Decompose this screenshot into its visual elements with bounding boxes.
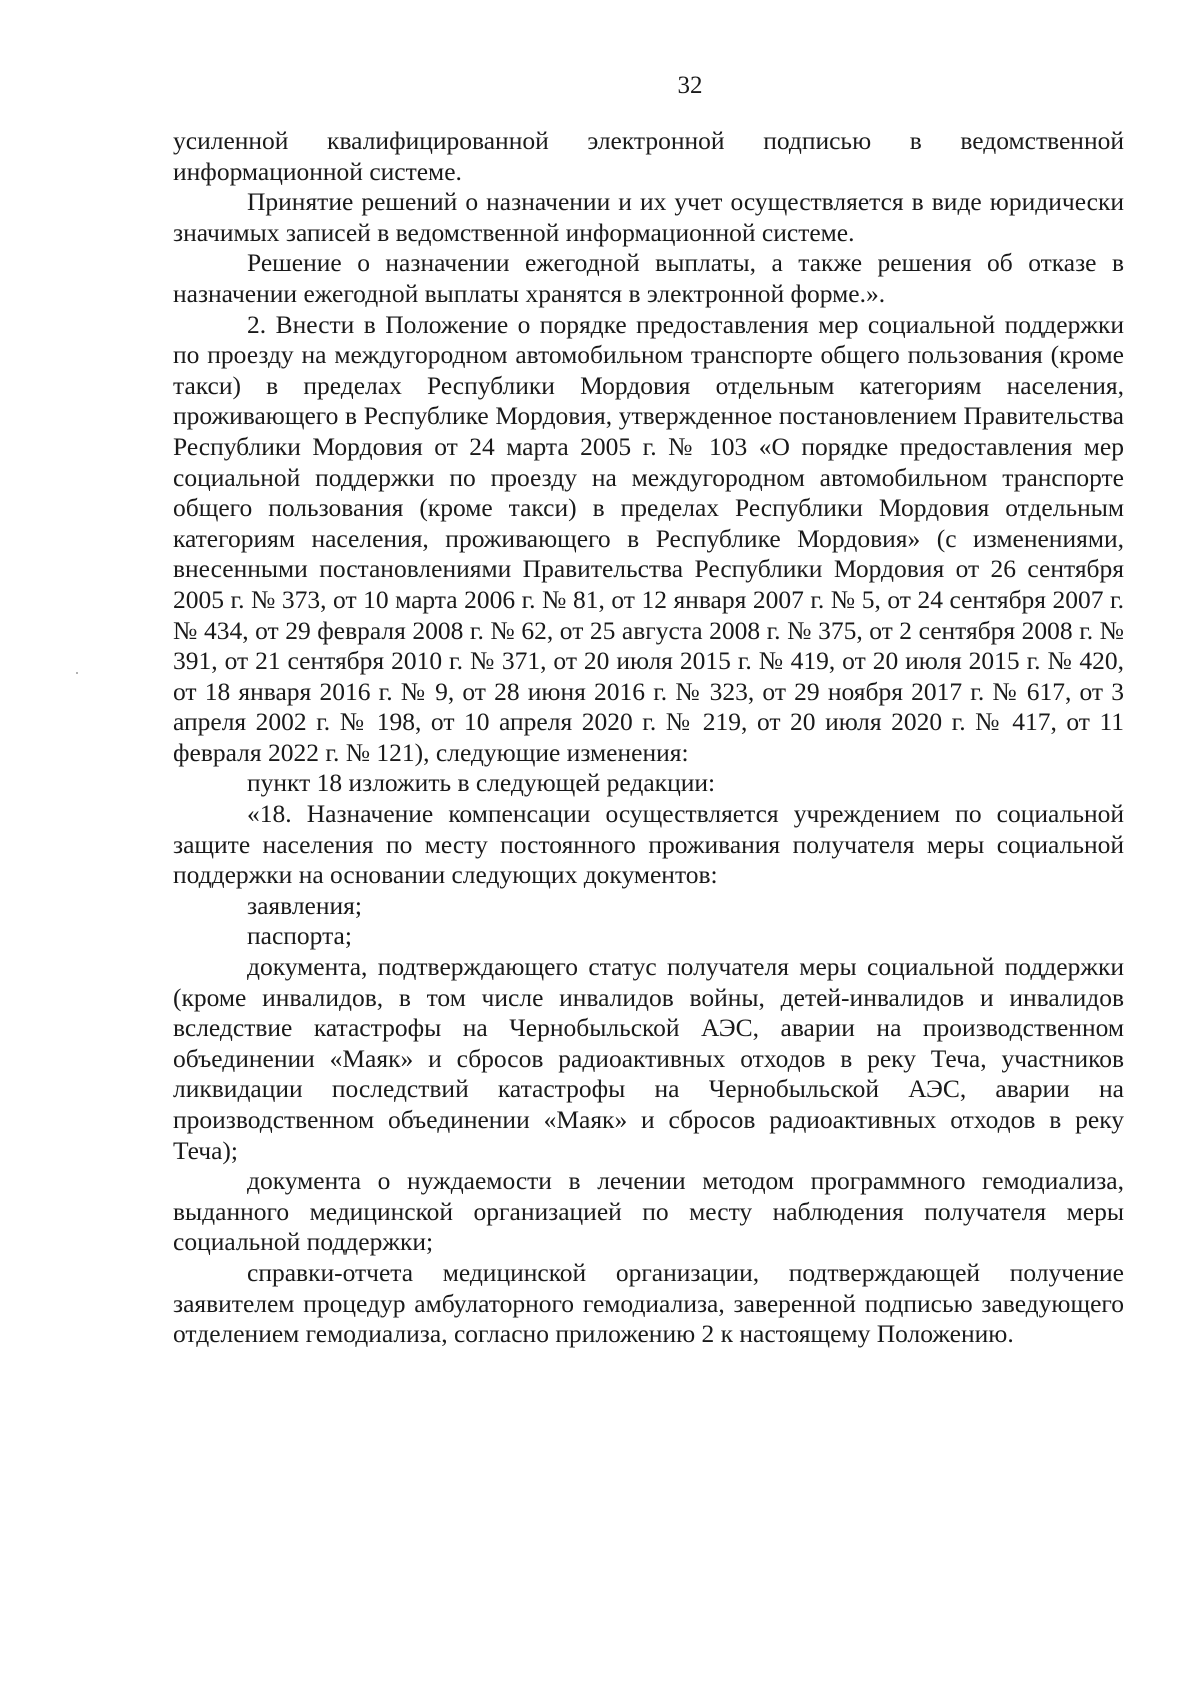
scan-artifact xyxy=(76,672,78,674)
list-item-status-document: документа, подтверждающего статус получателя меры социальной поддержки (кроме инвалидов, в том числе инвалидов войны, детей-инвалидов и инвалидов вследствие катастрофы на Чернобыльской АЭС, аварии на производственном объединении «Маяк» и сбросов радиоактивных отходов в реку Теча, участников ликвидации последствий катастрофы на Чернобыльской АЭС, аварии на производственном объединении «Маяк» и сбросов радиоактивных отходов в реку Теча); xyxy=(173,952,1124,1165)
paragraph-point-18-intro: пункт 18 изложить в следующей редакции: xyxy=(247,768,716,798)
paragraph-point-18-text: «18. Назначение компенсации осуществляется учреждением по социальной защите населения по месту постоянного проживания получателя меры социальной поддержки на основании следующих документов: xyxy=(173,799,1124,890)
list-item-hemodialysis-need: документа о нуждаемости в лечении методом программного гемодиализа, выданного медицинской организацией по месту наблюдения получателя меры социальной поддержки; xyxy=(173,1166,1124,1257)
paragraph-continuation: усиленной квалифицированной электронной подписью в ведомственной информационной системе. xyxy=(173,126,1124,186)
paragraph-decisions-records: Принятие решений о назначении и их учет осуществляется в виде юридически значимых записей в ведомственной информационной системе. xyxy=(173,187,1124,247)
paragraph-decisions-storage: Решение о назначении ежегодной выплаты, а также решения об отказе в назначении ежегодной выплаты хранятся в электронной форме.». xyxy=(173,248,1124,308)
list-item-passport: паспорта; xyxy=(247,921,352,951)
list-item-medical-report: справки-отчета медицинской организации, подтверждающей получение заявителем процедур амбулаторного гемодиализа, заверенной подписью заведующего отделением гемодиализа, согласно приложению 2 к настоящему Положению. xyxy=(173,1257,1124,1349)
document-body xyxy=(173,126,1124,1350)
page-number: 32 xyxy=(677,72,703,99)
paragraph-item-2-amendments: 2. Внести в Положение о порядке предоставления мер социальной поддержки по проезду на междугородном автомобильном транспорте общего пользования (кроме такси) в пределах Республики Мордовия отдельным категориям населения, проживающего в Республике Мордовия, утвержденное постановлением Правительства Республики Мордовия от 24 марта 2005 г. № 103 «О порядке предоставления мер социальной поддержки по проезду на междугородном автомобильном транспорте общего пользования (кроме такси) в пределах Республики Мордовия отдельным категориям населения, проживающего в Республике Мордовия» (с изменениями, внесенными постановлениями Правительства Республики Мордовия от 26 сентября 2005 г. № 373, от 10 марта 2006 г. № 81, от 12 января 2007 г. № 5, от 24 сентября 2007 г. № 434, от 29 февраля 2008 г. № 62, от 25 августа 2008 г. № 375, от 2 сентября 2008 г. № 391, от 21 сентября 2010 г. № 371, от 20 июля 2015 г. № 419, от 20 июля 2015 г. № 420, от 18 января 2016 г. № 9, от 28 июня 2016 г. № 323, от 29 ноября 2017 г. № 617, от 3 апреля 2002 г. № 198, от 10 апреля 2020 г. № 219, от 20 июля 2020 г. № 417, от 11 февраля 2022 г. № 121), следующие изменения: xyxy=(173,309,1124,767)
list-item-application: заявления; xyxy=(247,890,362,920)
